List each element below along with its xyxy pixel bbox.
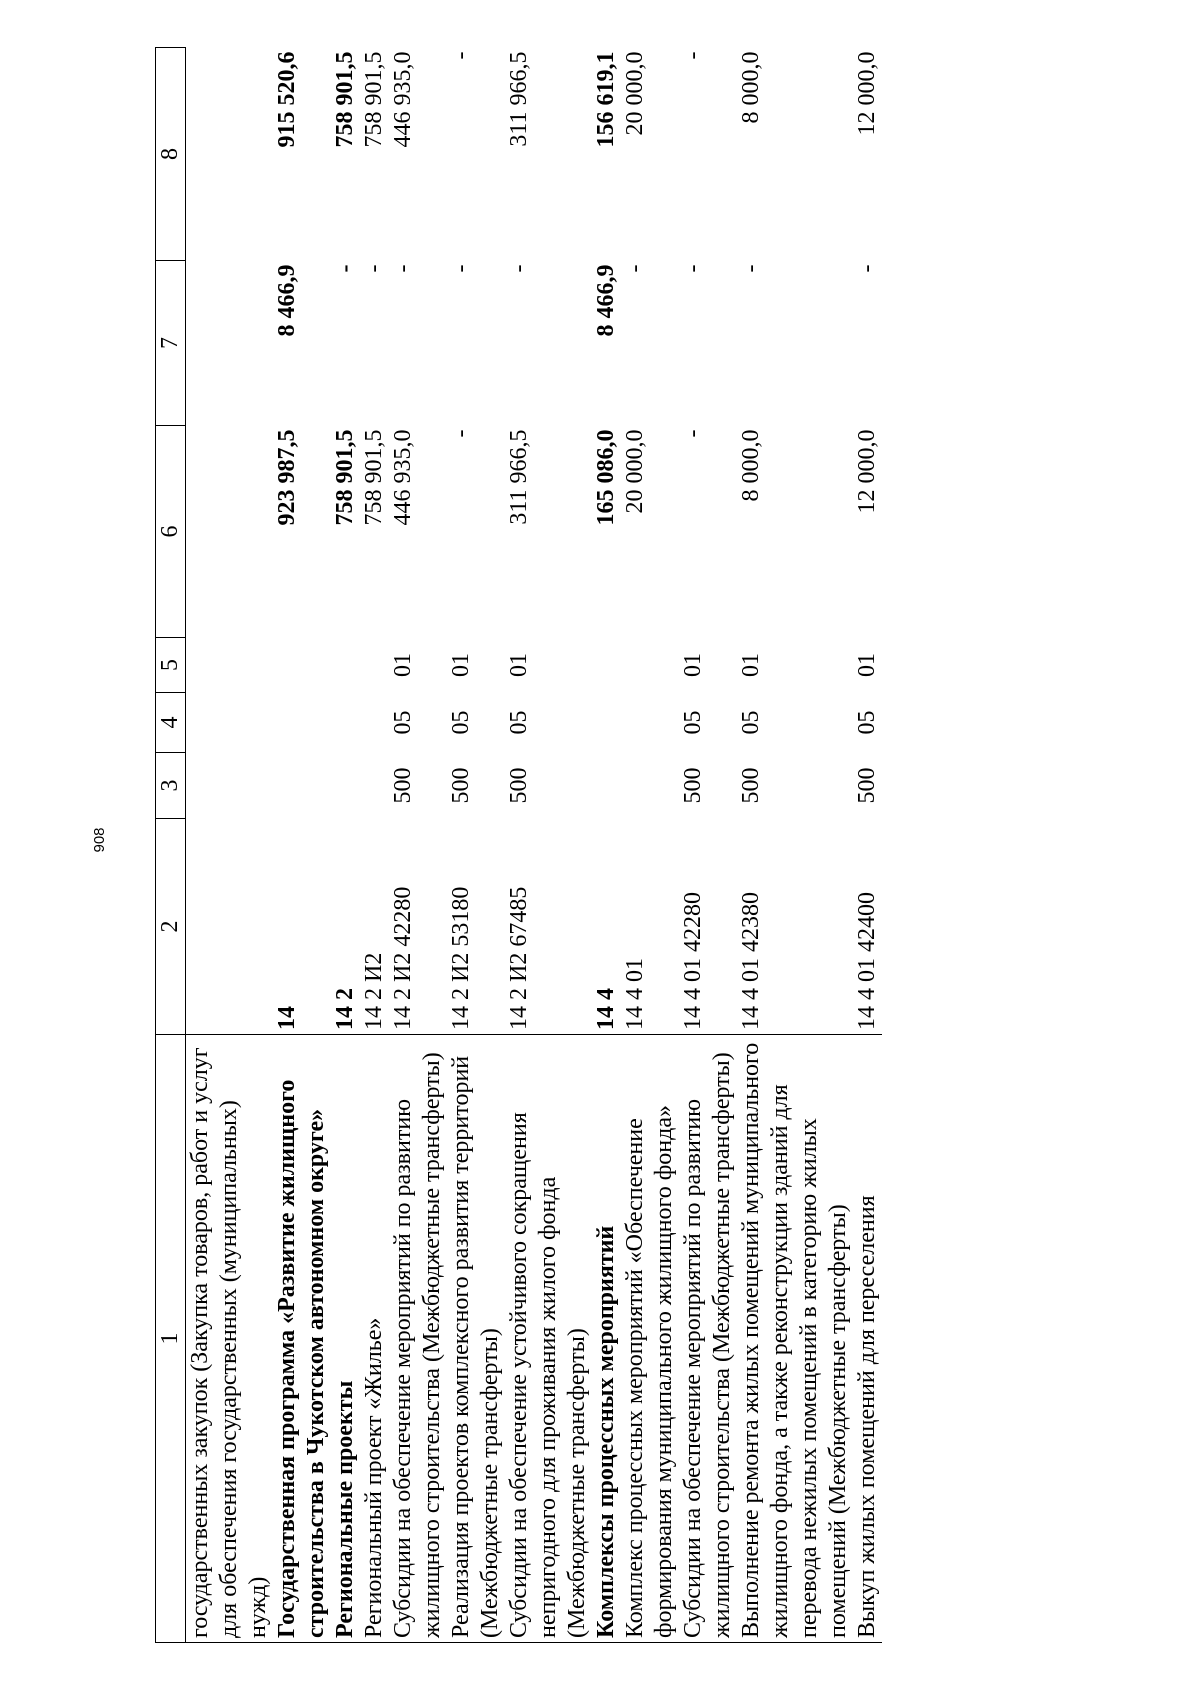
column-header: 4 — [156, 693, 186, 753]
column-header: 1 — [156, 1035, 186, 1643]
row-amount: 923 987,5 — [274, 429, 300, 526]
row-amount: 446 935,0 — [390, 429, 416, 526]
row-code: 14 — [274, 1006, 300, 1030]
row-name: государственных закупок (Закупка товаров, работ и услуг для обеспечения государственных (муниципальных) нужд) — [186, 1035, 274, 1643]
row-col4: 05 — [738, 710, 764, 735]
row-col4: 05 — [506, 710, 532, 735]
row-col4 — [592, 693, 621, 753]
row-name: Комплексы процессных мероприятий — [592, 1035, 621, 1643]
row-amount: 8 000,0 — [738, 429, 764, 502]
row-col3 — [592, 753, 621, 819]
row-name: Региональные проекты — [331, 1035, 360, 1643]
table-row — [273, 48, 331, 1643]
column-header: 3 — [156, 753, 186, 819]
budget-table-container — [155, 48, 1125, 1643]
row-amount: 156 619,1 — [593, 51, 619, 148]
row-amount: - — [448, 51, 474, 60]
row-amount: 311 966,5 — [506, 429, 532, 525]
row-amount: - — [854, 264, 880, 273]
row-amount: 8 000,0 — [738, 51, 764, 124]
row-col5 — [331, 638, 360, 693]
row-col5 — [360, 638, 389, 693]
row-name: Региональный проект «Жилье» — [360, 1035, 389, 1643]
row-col5 — [186, 638, 274, 693]
table-row — [186, 48, 274, 1643]
row-code: 14 2 И2 — [361, 952, 387, 1030]
row-amount: - — [361, 264, 387, 273]
column-header: 6 — [156, 426, 186, 638]
row-amount: 8 466,9 — [274, 264, 300, 337]
row-col5 — [273, 638, 331, 693]
row-amount: - — [680, 51, 706, 60]
table-row — [853, 48, 882, 1643]
row-amount: - — [738, 264, 764, 273]
row-col3: 500 — [680, 767, 706, 804]
row-code: 14 4 01 42280 — [680, 892, 706, 1030]
row-col3 — [360, 753, 389, 819]
row-col3 — [331, 753, 360, 819]
row-amount: 915 520,6 — [274, 51, 300, 148]
table-row — [621, 48, 679, 1643]
row-name: Комплекс процессных мероприятий «Обеспечение формирования муниципального жилищного фонда» — [621, 1035, 679, 1643]
row-col4: 05 — [448, 710, 474, 735]
row-name: Выполнение ремонта жилых помещений муниципального жилищного фонда, а также реконструкции зданий для перевода нежилых помещений в категорию жилых помещений (Межбюджетные трансферты) — [737, 1035, 853, 1643]
row-name: Выкуп жилых помещений для переселения — [853, 1035, 882, 1643]
row-col4 — [186, 693, 274, 753]
row-col5: 01 — [390, 653, 416, 677]
row-amount: 8 466,9 — [593, 264, 619, 337]
row-col4 — [621, 693, 679, 753]
row-amount: - — [680, 429, 706, 438]
row-amount: - — [506, 264, 532, 273]
row-amount: - — [332, 264, 358, 273]
row-amount: 758 901,5 — [332, 429, 358, 526]
header-row — [156, 48, 186, 1643]
row-col5 — [592, 638, 621, 693]
row-name: Государственная программа «Развитие жилищного строительства в Чукотском автономном округе» — [273, 1035, 331, 1643]
table-row — [331, 48, 360, 1643]
table-row — [447, 48, 505, 1643]
row-amount: - — [448, 264, 474, 273]
row-col4: 05 — [390, 710, 416, 735]
table-row — [592, 48, 621, 1643]
row-col5: 01 — [506, 653, 532, 677]
row-amount: 165 086,0 — [593, 429, 619, 526]
row-code: 14 2 — [332, 988, 358, 1030]
table-row — [679, 48, 737, 1643]
row-code: 14 4 — [593, 988, 619, 1030]
row-name: Субсидии на обеспечение мероприятий по развитию жилищного строительства (Межбюджетные трансферты) — [389, 1035, 447, 1643]
table-row — [737, 48, 853, 1643]
row-col5: 01 — [738, 653, 764, 677]
row-code — [186, 819, 274, 1035]
row-name: Субсидии на обеспечение мероприятий по развитию жилищного строительства (Межбюджетные трансферты) — [679, 1035, 737, 1643]
row-amount: 311 966,5 — [506, 51, 532, 147]
row-col3: 500 — [390, 767, 416, 804]
row-col3: 500 — [506, 767, 532, 804]
row-name: Субсидии на обеспечение устойчивого сокращения непригодного для проживания жилого фонда (Межбюджетные трансферты) — [505, 1035, 592, 1643]
row-amount: 758 901,5 — [361, 51, 387, 148]
page-number: 908 — [91, 827, 108, 853]
row-amount: - — [448, 429, 474, 438]
row-col5 — [621, 638, 679, 693]
row-amount: 20 000,0 — [622, 51, 648, 136]
row-code: 14 4 01 — [622, 958, 648, 1030]
row-code: 14 2 И2 53180 — [448, 886, 474, 1030]
row-col5: 01 — [854, 653, 880, 677]
column-header: 5 — [156, 638, 186, 693]
row-amount: 20 000,0 — [622, 429, 648, 514]
row-col4 — [331, 693, 360, 753]
row-amount: 446 935,0 — [390, 51, 416, 148]
row-amount: 12 000,0 — [854, 429, 880, 514]
column-header: 2 — [156, 819, 186, 1035]
row-code: 14 4 01 42400 — [854, 892, 880, 1030]
row-col4: 05 — [854, 710, 880, 735]
column-header: 8 — [156, 48, 186, 261]
row-amount — [186, 48, 274, 261]
row-col3 — [273, 753, 331, 819]
row-amount: - — [390, 264, 416, 273]
row-col3: 500 — [854, 767, 880, 804]
column-header: 7 — [156, 261, 186, 426]
row-col4 — [273, 693, 331, 753]
row-amount: 758 901,5 — [332, 51, 358, 148]
row-col4: 05 — [680, 710, 706, 735]
row-amount: - — [622, 264, 648, 273]
row-col3 — [186, 753, 274, 819]
row-amount: - — [680, 264, 706, 273]
row-col5: 01 — [680, 653, 706, 677]
row-amount: 12 000,0 — [854, 51, 880, 136]
row-code: 14 2 И2 67485 — [506, 886, 532, 1030]
table-row — [360, 48, 389, 1643]
row-col3: 500 — [738, 767, 764, 804]
budget-table — [155, 47, 882, 1643]
row-col5: 01 — [448, 653, 474, 677]
table-row — [505, 48, 592, 1643]
row-name: Реализация проектов комплексного развития территорий (Межбюджетные трансферты) — [447, 1035, 505, 1643]
row-amount: 758 901,5 — [361, 429, 387, 526]
row-code: 14 4 01 42380 — [738, 892, 764, 1030]
row-col4 — [360, 693, 389, 753]
row-col3: 500 — [448, 767, 474, 804]
row-code: 14 2 И2 42280 — [390, 886, 416, 1030]
row-amount — [186, 261, 274, 426]
row-amount — [186, 426, 274, 638]
row-col3 — [621, 753, 679, 819]
table-row — [389, 48, 447, 1643]
